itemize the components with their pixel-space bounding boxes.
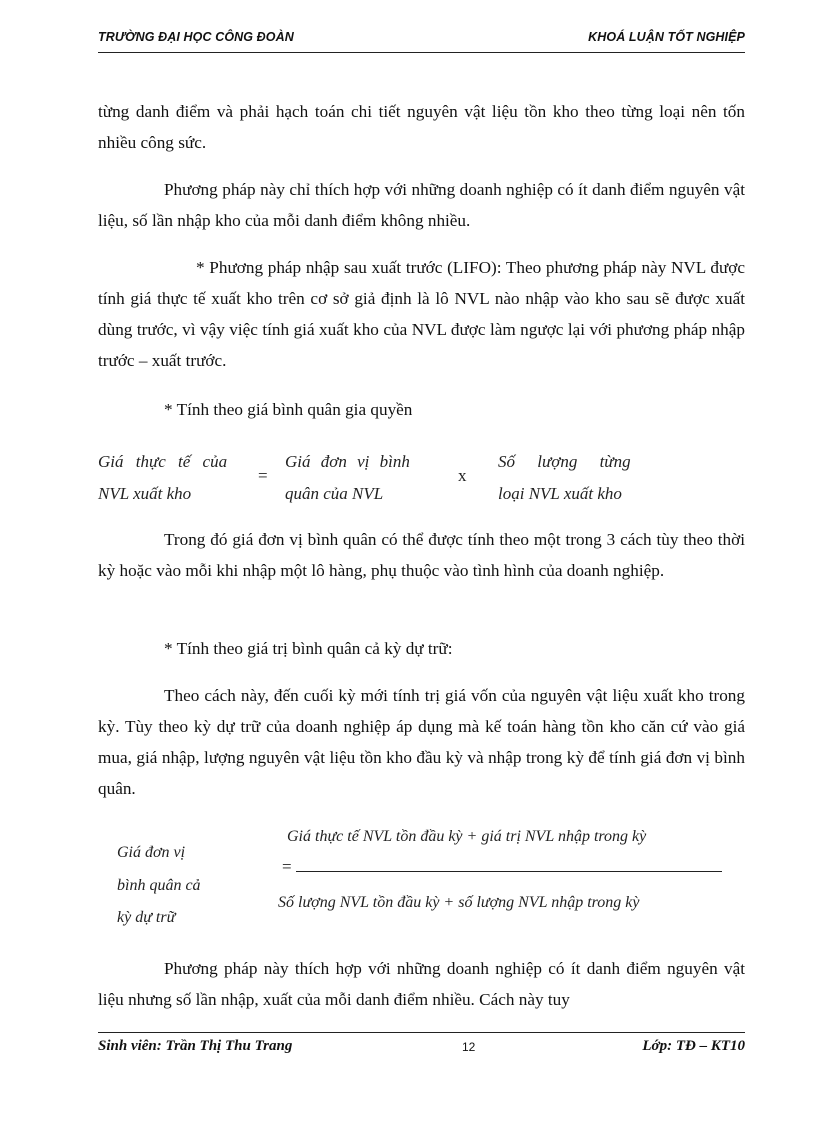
paragraph-4: Theo cách này, đến cuối kỳ mới tính trị giá vốn của nguyên vật liệu xuất kho trong kỳ. Tùy theo kỳ dự trữ của doanh nghiệp áp dụng mà kế toán hàng tồn kho căn cứ vào giá mua, giá nhập, lượng nguyên vật liệu tồn kho đầu kỳ và nhập trong kỳ để tính giá đơn vị bình quân.	[98, 686, 745, 798]
page-header	[98, 26, 745, 53]
paragraph-5: Phương pháp này thích hợp với những doanh nghiệp có ít danh điểm nguyên vật liệu nhưng số lần nhập, xuất của mỗi danh điểm nhiều. Cách này tuy	[98, 959, 745, 1009]
page-number: 12	[462, 1040, 476, 1054]
fraction-bar	[296, 871, 722, 872]
formula1-mid-line2: quân của NVL	[285, 484, 384, 503]
formula2-left-line3: kỳ dự trữ	[117, 909, 176, 926]
paragraph-3: Trong đó giá đơn vị bình quân có thể được tính theo một trong 3 cách tùy theo thời kỳ hoặc vào mỗi khi nhập một lô hàng, phụ thuộc vào tình hình của doanh nghiệp.	[98, 530, 745, 580]
paragraph-weighted-average-heading: * Tính theo giá bình quân gia quyền	[164, 400, 413, 419]
formula1-mid-line1: Giá đơn vị bình	[285, 452, 410, 471]
formula1-right-line1: Số lượng từng	[498, 452, 631, 471]
paragraph-lifo: * Phương pháp nhập sau xuất trước (LIFO): Theo phương pháp này NVL được tính giá thực tế xuất kho trên cơ sở giả định là lô NVL nào nhập vào kho sau sẽ được xuất dùng trước, vì vậy việc tính giá xuất kho của NVL được làm ngược lại với phương pháp nhập trước – xuất trước.	[98, 258, 745, 370]
formula2-denominator: Số lượng NVL tồn đầu kỳ + số lượng NVL nhập trong kỳ	[278, 894, 640, 911]
header-thesis-title: KHOÁ LUẬN TỐT NGHIỆP	[588, 30, 745, 44]
paragraph-1: từng danh điểm và phải hạch toán chi tiết nguyên vật liệu tồn kho theo từng loại nên tốn nhiều công sức.	[98, 102, 745, 152]
formula2-equals: =	[282, 857, 292, 876]
formula1-right-line2: loại NVL xuất kho	[498, 484, 622, 503]
formula1-equals: =	[258, 466, 268, 485]
formula2-left-line1: Giá đơn vị	[117, 844, 186, 861]
formula1-times: x	[458, 466, 467, 485]
footer-divider	[98, 1032, 745, 1033]
footer-student-name: Sinh viên: Trần Thị Thu Trang	[98, 1038, 293, 1054]
paragraph-period-average-heading: * Tính theo giá trị bình quân cả kỳ dự trữ:	[164, 639, 453, 658]
formula2-numerator: Giá thực tế NVL tồn đầu kỳ + giá trị NVL nhập trong kỳ	[287, 828, 647, 845]
paragraph-2: Phương pháp này chỉ thích hợp với những doanh nghiệp có ít danh điểm nguyên vật liệu, số lần nhập kho của mỗi danh điểm không nhiều.	[98, 180, 745, 230]
header-university: TRƯỜNG ĐẠI HỌC CÔNG ĐOÀN	[98, 30, 294, 44]
formula1-left-line2: NVL xuất kho	[98, 484, 192, 503]
formula1-left-line1: Giá thực tế của	[98, 452, 228, 471]
footer-class: Lớp: TĐ – KT10	[642, 1038, 745, 1054]
formula2-left-line2: bình quân cả	[117, 877, 201, 894]
